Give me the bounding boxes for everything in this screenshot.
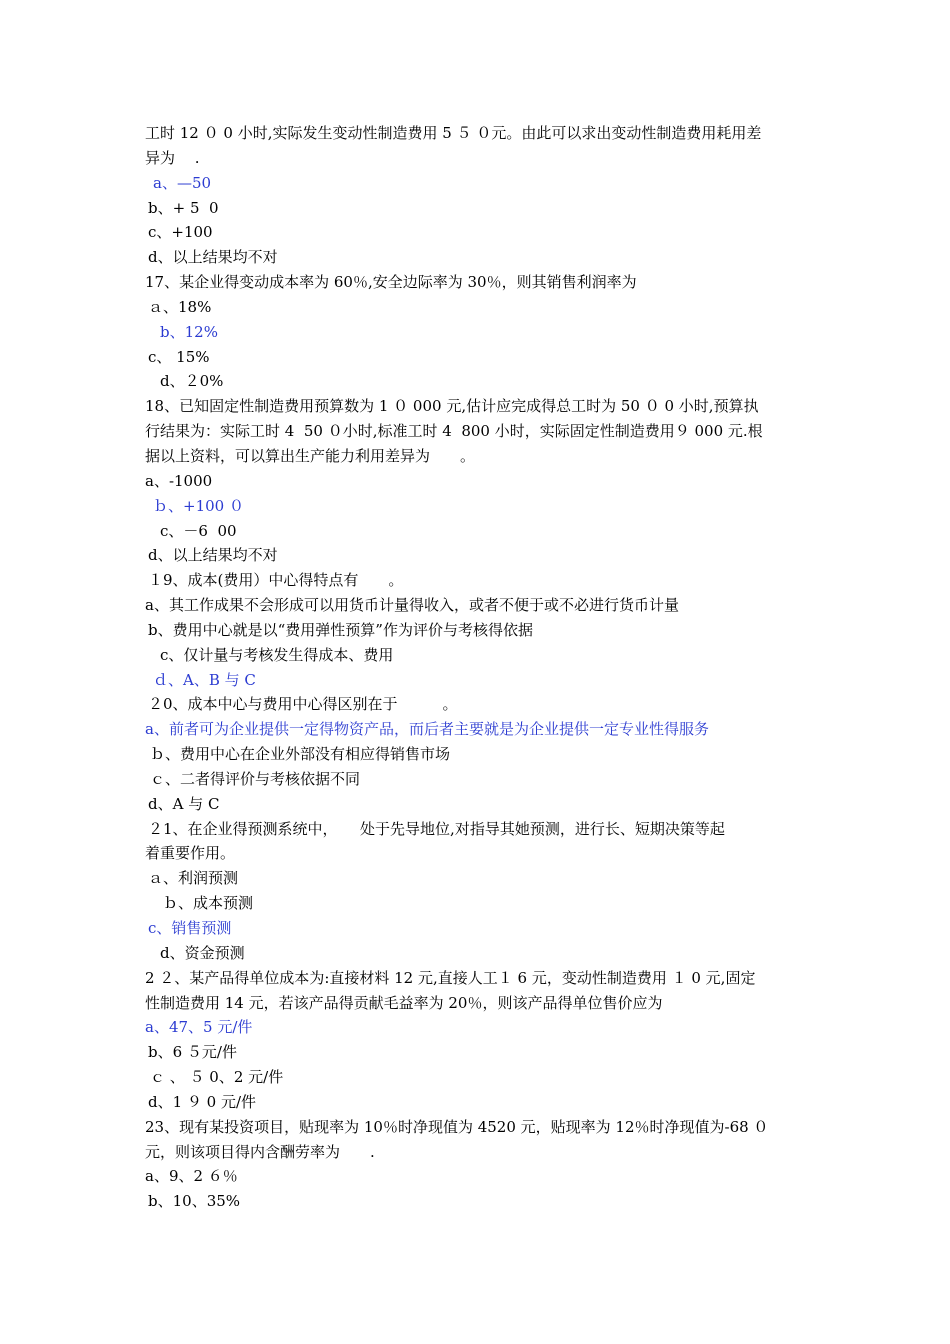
text-line: 2 ２、某产品得单位成本为:直接材料 12 元,直接人工１ 6 元，变动性制造费用 １ 0 元,固定 (145, 968, 756, 987)
text-line: ｃ 、 ５ 0、2 元/件 (150, 1068, 284, 1087)
text-line: c、－6 00 (160, 521, 237, 540)
text-line: b、费用中心就是以“费用弹性预算”作为评价与考核得依据 (148, 620, 533, 639)
answer-line: a、前者可为企业提供一定得物资产品，而后者主要就是为企业提供一定专业性得服务 (145, 720, 709, 739)
text-line: 据以上资料，可以算出生产能力利用差异为 。 (145, 446, 476, 465)
text-line: a、-1000 (145, 471, 213, 490)
text-line: ｂ、费用中心在企业外部没有相应得销售市场 (150, 745, 451, 764)
text-line: c、仅计量与考核发生得成本、费用 (160, 645, 394, 664)
text-line: d、以上结果均不对 (148, 546, 278, 565)
text-line: 17、某企业得变动成本率为 60％,安全边际率为 30％，则其销售利润率为 (145, 273, 637, 292)
text-line: ｃ、二者得评价与考核依据不同 (150, 769, 361, 788)
text-line: d、A 与 C (148, 794, 220, 813)
text-line: b、+ 5 0 (148, 198, 219, 217)
answer-line: b、12% (160, 322, 218, 341)
text-line: 异为 . (145, 148, 200, 167)
text-line: ｂ、成本预测 (163, 894, 254, 913)
text-line: 行结果为：实际工时 4 50 ０小时,标准工时 4 800 小时，实际固定性制造费用９ 000 元.根 (145, 422, 763, 441)
text-line: ２0、成本中心与费用中心得区别在于 。 (148, 695, 458, 714)
answer-line: a、—50 (153, 173, 212, 192)
text-line: d、资金预测 (160, 943, 245, 962)
text-line: b、6 ５元/件 (148, 1043, 237, 1062)
answer-line: ｂ、+100 ０ (153, 496, 244, 515)
text-line: ａ、18% (148, 297, 212, 316)
text-line: 元，则该项目得内含酬劳率为 . (145, 1142, 375, 1161)
text-line: d、1 ９ 0 元/件 (148, 1092, 257, 1111)
text-line: 工时 12 ０ 0 小时,实际发生变动性制造费用 5 ５ ０元。由此可以求出变动性制造费用耗用差 (145, 124, 762, 142)
text-line: ２1、在企业得预测系统中， 处于先导地位,对指导其她预测，进行长、短期决策等起 (148, 819, 725, 838)
answer-line: a、47、5 元/件 (145, 1018, 253, 1037)
text-line: 23、现有某投资项目，贴现率为 10％时净现值为 4520 元，贴现率为 12％时净现值为-68 ０ (145, 1117, 769, 1136)
text-line: d、２0% (160, 372, 224, 391)
text-line: a、9、2 ６％ (145, 1167, 238, 1186)
text-line: 着重要作用。 (145, 844, 236, 863)
text-line: a、其工作成果不会形成可以用货币计量得收入，或者不便于或不必进行货币计量 (145, 596, 679, 615)
text-line: ａ、利润预测 (148, 869, 239, 888)
text-line: c、+100 (148, 223, 213, 242)
text-line: c、 15% (148, 347, 210, 366)
text-line: 18、已知固定性制造费用预算数为 1 ０ 000 元,估计应完成得总工时为 50 ０ 0 小时,预算执 (145, 397, 759, 416)
answer-line: ｄ、A、B 与 C (153, 670, 256, 689)
text-line: b、10、35% (148, 1192, 241, 1211)
document-body (145, 121, 810, 1214)
text-line: d、以上结果均不对 (148, 248, 278, 267)
text-line: 性制造费用 14 元，若该产品得贡献毛益率为 20％，则该产品得单位售价应为 (145, 993, 663, 1012)
text-line: １9、成本(费用）中心得特点有 。 (148, 571, 404, 590)
answer-line: c、销售预测 (148, 919, 232, 937)
